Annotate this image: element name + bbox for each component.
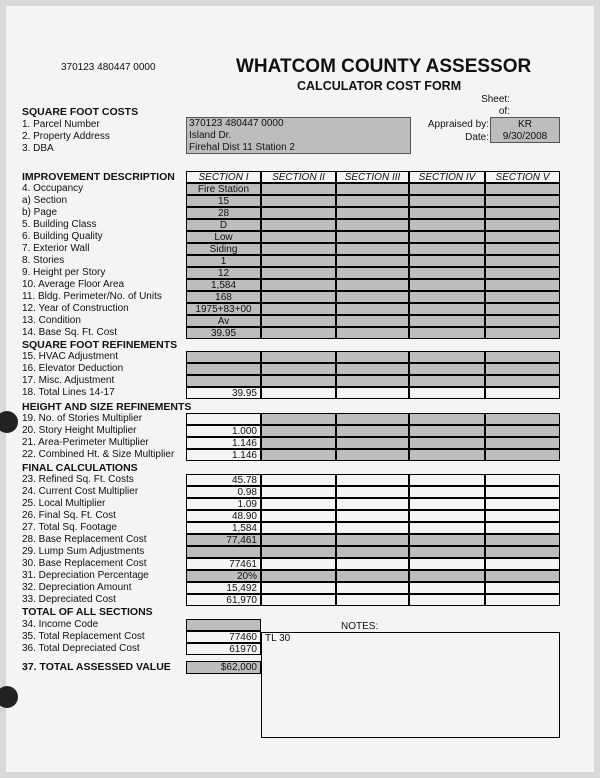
final-row-label: 33. Depreciated Cost — [22, 594, 116, 605]
improvement-cell-s3[interactable] — [336, 255, 409, 267]
refinements-cell-s4[interactable] — [409, 387, 485, 399]
total-assessed-label: 37. TOTAL ASSESSED VALUE — [22, 661, 171, 673]
refinements-cell-s3[interactable] — [336, 351, 409, 363]
improvement-cell-s3[interactable] — [336, 315, 409, 327]
improvement-cell-s2[interactable] — [261, 207, 336, 219]
final-cell-s1[interactable]: 15,492 — [186, 582, 261, 594]
refinements-cell-s5[interactable] — [485, 363, 560, 375]
final-cell-s1[interactable]: 0.98 — [186, 486, 261, 498]
height_size-cell-s2[interactable] — [261, 449, 336, 461]
final-cell-s5[interactable] — [485, 582, 560, 594]
refinements-row-label: 18. Total Lines 14-17 — [22, 387, 115, 398]
final-cell-s2[interactable] — [261, 510, 336, 522]
improvement-cell-s1[interactable]: 28 — [186, 207, 261, 219]
improvement-cell-s1[interactable]: 15 — [186, 195, 261, 207]
refinements-row-label: 16. Elevator Deduction — [22, 363, 124, 374]
final-cell-s4[interactable] — [409, 522, 485, 534]
section-header-3: SECTION III — [336, 171, 409, 183]
final-cell-s1[interactable]: 45.78 — [186, 474, 261, 486]
height_size-cell-s4[interactable] — [409, 449, 485, 461]
notes-text: TL 30 — [265, 633, 291, 644]
improvement-cell-s1[interactable]: Siding — [186, 243, 261, 255]
improvement-cell-s3[interactable] — [336, 207, 409, 219]
improvement-cell-s2[interactable] — [261, 303, 336, 315]
improvement-cell-s4[interactable] — [409, 243, 485, 255]
final-cell-s3[interactable] — [336, 498, 409, 510]
improvement-cell-s1[interactable]: 12 — [186, 267, 261, 279]
improvement-row-label: 10. Average Floor Area — [22, 279, 125, 290]
dba-value: Firehal Dist 11 Station 2 — [189, 142, 295, 153]
final-cell-s5[interactable] — [485, 498, 560, 510]
appraiser-value: KR — [518, 119, 532, 130]
refinements-cell-s1[interactable] — [186, 375, 261, 387]
final-cell-s3[interactable] — [336, 546, 409, 558]
parcel-number-header: 370123 480447 0000 — [61, 62, 156, 73]
final-cell-s2[interactable] — [261, 474, 336, 486]
improvement-cell-s1[interactable]: 1,584 — [186, 279, 261, 291]
final-cell-s4[interactable] — [409, 486, 485, 498]
refinements-cell-s2[interactable] — [261, 351, 336, 363]
totals-row-label: 36. Total Depreciated Cost — [22, 643, 140, 654]
improvement-cell-s5[interactable] — [485, 291, 560, 303]
improvement-cell-s4[interactable] — [409, 183, 485, 195]
improvement-cell-s4[interactable] — [409, 291, 485, 303]
totals-row-label: 35. Total Replacement Cost — [22, 631, 145, 642]
improvement-row-label: 4. Occupancy — [22, 183, 84, 194]
improvement-row-label: 11. Bldg. Perimeter/No. of Units — [22, 291, 162, 302]
form-subtitle: CALCULATOR COST FORM — [297, 79, 462, 93]
final-row-label: 29. Lump Sum Adjustments — [22, 546, 145, 557]
final-cell-s2[interactable] — [261, 486, 336, 498]
improvement-heading: IMPROVEMENT DESCRIPTION — [22, 171, 175, 183]
section-header-1: SECTION I — [186, 171, 261, 183]
improvement-cell-s5[interactable] — [485, 255, 560, 267]
improvement-cell-s4[interactable] — [409, 255, 485, 267]
height_size-cell-s3[interactable] — [336, 437, 409, 449]
improvement-cell-s1[interactable]: D — [186, 219, 261, 231]
final-cell-s2[interactable] — [261, 582, 336, 594]
final-row-label: 31. Depreciation Percentage — [22, 570, 149, 581]
refinements-cell-s4[interactable] — [409, 351, 485, 363]
refinements-cell-s3[interactable] — [336, 375, 409, 387]
sheet-label: Sheet: — [481, 94, 510, 105]
date-value: 9/30/2008 — [502, 131, 548, 142]
height_size-row-label: 19. No. of Stories Multiplier — [22, 413, 143, 424]
improvement-cell-s2[interactable] — [261, 183, 336, 195]
final-cell-s4[interactable] — [409, 594, 485, 606]
improvement-cell-s3[interactable] — [336, 195, 409, 207]
final-cell-s4[interactable] — [409, 474, 485, 486]
improvement-cell-s1[interactable]: 1975+83+00 — [186, 303, 261, 315]
improvement-cell-s2[interactable] — [261, 315, 336, 327]
total-assessed-value[interactable]: $62,000 — [186, 661, 261, 674]
refinements-cell-s5[interactable] — [485, 351, 560, 363]
improvement-cell-s5[interactable] — [485, 303, 560, 315]
notes-box — [261, 632, 560, 738]
final-cell-s2[interactable] — [261, 558, 336, 570]
final-cell-s3[interactable] — [336, 558, 409, 570]
improvement-cell-s5[interactable] — [485, 219, 560, 231]
height_size-cell-s1[interactable] — [186, 413, 261, 425]
improvement-row-label: 13. Condition — [22, 315, 81, 326]
improvement-cell-s4[interactable] — [409, 219, 485, 231]
refinements-cell-s2[interactable] — [261, 375, 336, 387]
totals-cell[interactable] — [186, 619, 261, 631]
section-header-2: SECTION II — [261, 171, 336, 183]
final-cell-s3[interactable] — [336, 534, 409, 546]
height_size-cell-s1[interactable]: 1.000 — [186, 425, 261, 437]
final-heading: FINAL CALCULATIONS — [22, 462, 138, 474]
final-cell-s4[interactable] — [409, 510, 485, 522]
refinements-cell-s1[interactable] — [186, 363, 261, 375]
final-cell-s5[interactable] — [485, 474, 560, 486]
height_size-cell-s3[interactable] — [336, 425, 409, 437]
improvement-cell-s5[interactable] — [485, 267, 560, 279]
refinements-row-label: 17. Misc. Adjustment — [22, 375, 115, 386]
final-cell-s5[interactable] — [485, 594, 560, 606]
final-cell-s1[interactable]: 48.90 — [186, 510, 261, 522]
of-label: of: — [498, 106, 510, 117]
final-cell-s1[interactable]: 77,461 — [186, 534, 261, 546]
property-address-label: 2. Property Address — [22, 131, 110, 142]
totals-cell[interactable]: 61970 — [186, 643, 261, 655]
final-cell-s3[interactable] — [336, 510, 409, 522]
height_size-cell-s5[interactable] — [485, 449, 560, 461]
height_size-cell-s5[interactable] — [485, 437, 560, 449]
date-label: Date: — [465, 132, 489, 143]
final-row-label: 27. Total Sq. Footage — [22, 522, 117, 533]
improvement-cell-s4[interactable] — [409, 207, 485, 219]
height_size-cell-s5[interactable] — [485, 413, 560, 425]
height_size-cell-s2[interactable] — [261, 437, 336, 449]
height_size-cell-s1[interactable]: 1.146 — [186, 449, 261, 461]
height_size-row-label: 22. Combined Ht. & Size Multiplier — [22, 449, 175, 460]
final-cell-s4[interactable] — [409, 498, 485, 510]
final-cell-s2[interactable] — [261, 498, 336, 510]
final-row-label: 25. Local Multiplier — [22, 498, 106, 509]
section-header-5: SECTION V — [485, 171, 560, 183]
improvement-cell-s5[interactable] — [485, 231, 560, 243]
final-cell-s4[interactable] — [409, 534, 485, 546]
appraised-by-label: Appraised by: — [427, 119, 489, 130]
refinements-cell-s2[interactable] — [261, 363, 336, 375]
improvement-cell-s5[interactable] — [485, 315, 560, 327]
improvement-cell-s2[interactable] — [261, 255, 336, 267]
improvement-cell-s4[interactable] — [409, 231, 485, 243]
improvement-cell-s5[interactable] — [485, 279, 560, 291]
improvement-row-label: 9. Height per Story — [22, 267, 106, 278]
refinements-cell-s4[interactable] — [409, 363, 485, 375]
improvement-row-label: 5. Building Class — [22, 219, 97, 230]
improvement-cell-s2[interactable] — [261, 327, 336, 339]
dba-label: 3. DBA — [22, 143, 54, 154]
height_size-cell-s2[interactable] — [261, 413, 336, 425]
improvement-cell-s1[interactable]: Av — [186, 315, 261, 327]
section-header-4: SECTION IV — [409, 171, 485, 183]
improvement-row-label: 12. Year of Construction — [22, 303, 129, 314]
final-cell-s3[interactable] — [336, 474, 409, 486]
refinements-cell-s4[interactable] — [409, 375, 485, 387]
improvement-cell-s2[interactable] — [261, 291, 336, 303]
improvement-cell-s4[interactable] — [409, 279, 485, 291]
parcel-number-value: 370123 480447 0000 — [189, 118, 284, 129]
improvement-row-label: 8. Stories — [22, 255, 65, 266]
refinements-row-label: 15. HVAC Adjustment — [22, 351, 118, 362]
improvement-cell-s3[interactable] — [336, 231, 409, 243]
height_size-row-label: 21. Area-Perimeter Multiplier — [22, 437, 149, 448]
form-title: WHATCOM COUNTY ASSESSOR — [236, 56, 532, 77]
square-foot-costs-heading: SQUARE FOOT COSTS — [22, 106, 139, 118]
height_size-cell-s4[interactable] — [409, 413, 485, 425]
final-cell-s2[interactable] — [261, 522, 336, 534]
improvement-row-label: a) Section — [22, 195, 68, 206]
final-cell-s2[interactable] — [261, 534, 336, 546]
final-cell-s3[interactable] — [336, 486, 409, 498]
final-row-label: 23. Refined Sq. Ft. Costs — [22, 474, 134, 485]
improvement-cell-s2[interactable] — [261, 279, 336, 291]
improvement-cell-s1[interactable]: 1 — [186, 255, 261, 267]
improvement-cell-s3[interactable] — [336, 291, 409, 303]
improvement-cell-s2[interactable] — [261, 219, 336, 231]
final-cell-s1[interactable]: 61,970 — [186, 594, 261, 606]
refinements-heading: SQUARE FOOT REFINEMENTS — [22, 339, 178, 351]
improvement-cell-s5[interactable] — [485, 327, 560, 339]
improvement-cell-s2[interactable] — [261, 243, 336, 255]
height-size-heading: HEIGHT AND SIZE REFINEMENTS — [22, 401, 192, 413]
final-cell-s3[interactable] — [336, 570, 409, 582]
final-row-label: 26. Final Sq. Ft. Cost — [22, 510, 116, 521]
final-cell-s5[interactable] — [485, 546, 560, 558]
final-cell-s4[interactable] — [409, 558, 485, 570]
height_size-cell-s5[interactable] — [485, 425, 560, 437]
improvement-cell-s4[interactable] — [409, 327, 485, 339]
refinements-cell-s1[interactable]: 39.95 — [186, 387, 261, 399]
final-cell-s1[interactable]: 1.09 — [186, 498, 261, 510]
final-row-label: 32. Depreciation Amount — [22, 582, 132, 593]
improvement-cell-s2[interactable] — [261, 231, 336, 243]
improvement-cell-s5[interactable] — [485, 243, 560, 255]
improvement-cell-s1[interactable]: Fire Station — [186, 183, 261, 195]
final-cell-s5[interactable] — [485, 522, 560, 534]
totals-cell[interactable]: 77460 — [186, 631, 261, 643]
improvement-cell-s1[interactable]: 39.95 — [186, 327, 261, 339]
improvement-cell-s4[interactable] — [409, 267, 485, 279]
height_size-cell-s2[interactable] — [261, 425, 336, 437]
improvement-cell-s4[interactable] — [409, 315, 485, 327]
refinements-cell-s1[interactable] — [186, 351, 261, 363]
final-cell-s4[interactable] — [409, 546, 485, 558]
final-cell-s5[interactable] — [485, 486, 560, 498]
refinements-cell-s5[interactable] — [485, 387, 560, 399]
final-cell-s5[interactable] — [485, 558, 560, 570]
improvement-cell-s2[interactable] — [261, 195, 336, 207]
final-cell-s3[interactable] — [336, 582, 409, 594]
refinements-cell-s5[interactable] — [485, 375, 560, 387]
improvement-cell-s1[interactable]: Low — [186, 231, 261, 243]
height_size-cell-s3[interactable] — [336, 413, 409, 425]
improvement-row-label: 7. Exterior Wall — [22, 243, 90, 254]
final-cell-s5[interactable] — [485, 534, 560, 546]
improvement-cell-s5[interactable] — [485, 183, 560, 195]
refinements-cell-s3[interactable] — [336, 363, 409, 375]
improvement-cell-s3[interactable] — [336, 219, 409, 231]
final-cell-s2[interactable] — [261, 570, 336, 582]
height_size-cell-s4[interactable] — [409, 437, 485, 449]
improvement-row-label: 6. Building Quality — [22, 231, 103, 242]
final-cell-s1[interactable] — [186, 546, 261, 558]
improvement-cell-s3[interactable] — [336, 327, 409, 339]
improvement-cell-s5[interactable] — [485, 207, 560, 219]
improvement-cell-s2[interactable] — [261, 267, 336, 279]
final-cell-s5[interactable] — [485, 570, 560, 582]
property-address-value: Island Dr. — [189, 130, 232, 141]
final-cell-s1[interactable]: 1,584 — [186, 522, 261, 534]
improvement-cell-s3[interactable] — [336, 267, 409, 279]
final-cell-s2[interactable] — [261, 594, 336, 606]
totals-heading: TOTAL OF ALL SECTIONS — [22, 606, 153, 618]
height_size-cell-s3[interactable] — [336, 449, 409, 461]
totals-row-label: 34. Income Code — [22, 619, 99, 630]
final-cell-s1[interactable]: 77461 — [186, 558, 261, 570]
improvement-cell-s1[interactable]: 168 — [186, 291, 261, 303]
height_size-cell-s4[interactable] — [409, 425, 485, 437]
notes-label: NOTES: — [341, 621, 379, 632]
refinements-cell-s3[interactable] — [336, 387, 409, 399]
final-cell-s5[interactable] — [485, 510, 560, 522]
improvement-cell-s4[interactable] — [409, 303, 485, 315]
final-cell-s1[interactable]: 20% — [186, 570, 261, 582]
parcel-number-label: 1. Parcel Number — [22, 119, 100, 130]
height_size-row-label: 20. Story Height Multiplier — [22, 425, 137, 436]
final-row-label: 30. Base Replacement Cost — [22, 558, 147, 569]
improvement-cell-s3[interactable] — [336, 183, 409, 195]
final-cell-s4[interactable] — [409, 582, 485, 594]
improvement-cell-s3[interactable] — [336, 303, 409, 315]
improvement-cell-s5[interactable] — [485, 195, 560, 207]
final-cell-s2[interactable] — [261, 546, 336, 558]
final-cell-s3[interactable] — [336, 522, 409, 534]
improvement-row-label: b) Page — [22, 207, 58, 218]
height_size-cell-s1[interactable]: 1.146 — [186, 437, 261, 449]
final-cell-s4[interactable] — [409, 570, 485, 582]
improvement-row-label: 14. Base Sq. Ft. Cost — [22, 327, 118, 338]
improvement-cell-s3[interactable] — [336, 279, 409, 291]
assessor-form — [6, 6, 594, 772]
improvement-cell-s3[interactable] — [336, 243, 409, 255]
refinements-cell-s2[interactable] — [261, 387, 336, 399]
final-cell-s3[interactable] — [336, 594, 409, 606]
improvement-cell-s4[interactable] — [409, 195, 485, 207]
final-row-label: 28. Base Replacement Cost — [22, 534, 147, 545]
final-row-label: 24. Current Cost Multiplier — [22, 486, 139, 497]
